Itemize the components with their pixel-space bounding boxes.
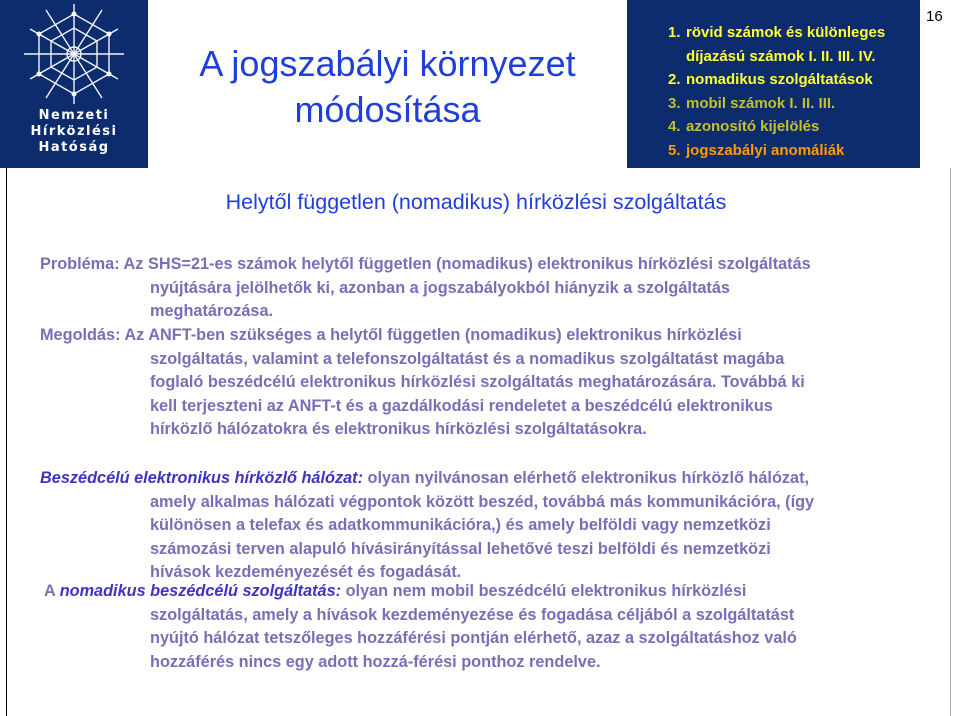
- definition-prefix: A: [44, 582, 60, 600]
- toc-item-number: 4.: [668, 118, 681, 135]
- solution-paragraph: [40, 324, 920, 442]
- toc-item-4: [668, 115, 885, 139]
- slide-title: [199, 35, 575, 133]
- toc-item-number: 1.: [668, 24, 681, 41]
- definition-2-line-3: nyújtó hálózat tetszőleges hozzáférési pontján elérhető, azaz a szolgáltatáshoz való: [150, 629, 797, 647]
- toc-item-2: [668, 68, 885, 92]
- toc-item-label: jogszabályi anomáliák: [686, 141, 845, 159]
- star-network-icon: [0, 0, 148, 110]
- problem-paragraph: [40, 253, 920, 324]
- logo-text-line-3: Hatóság: [38, 140, 110, 155]
- toc-item-5: [668, 139, 885, 163]
- solution-line-2: szolgáltatás, valamint a telefonszolgáltatást és a nomadikus szolgáltatást magába: [150, 349, 785, 368]
- slide-title-line-1: A jogszabályi környezet: [199, 43, 576, 84]
- definition-2-line-1: [44, 580, 924, 604]
- toc-item-number: 3.: [668, 94, 681, 112]
- definition-1-line-5: hívások kezdeményezését és fogadását.: [150, 563, 462, 581]
- definition-term: nomadikus beszédcélú szolgáltatás:: [59, 582, 342, 600]
- solution-line-1: Megoldás: Az ANFT-ben szükséges a helytől független (nomadikus) elektronikus hírközlési: [40, 326, 742, 344]
- slide-header: [0, 0, 960, 168]
- toc-item-3: [668, 92, 885, 116]
- definition-term: Beszédcélú elektronikus hírközlő hálózat:: [40, 469, 363, 487]
- problem-line-1: Probléma: Az SHS=21-es számok helytől független (nomadikus) elektronikus hírközlési szolgáltatás: [40, 255, 811, 273]
- toc-item-1-cont: [668, 45, 885, 69]
- solution-line-4: kell terjeszteni az ANFT-t és a gazdálkodási rendeletet a beszédcélú elektronikus: [150, 396, 773, 415]
- definition-1-line-4: számozási terven alapuló hívásirányítással lehetővé teszi belföldi és nemzetközi: [150, 539, 771, 558]
- toc-item-label: díjazású számok I. II. III. IV.: [686, 47, 876, 65]
- title-panel: [150, 0, 625, 168]
- definition-2-line-4: hozzáférés nincs egy adott hozzá-férési ponthoz rendelve.: [150, 652, 601, 671]
- definition-nomadic-service: [44, 580, 924, 674]
- left-border-rule: [6, 168, 7, 716]
- logo-text-line-2: Hírközlési: [30, 124, 118, 139]
- toc-list: [668, 21, 885, 162]
- right-border-rule: [950, 168, 951, 716]
- toc-item-number: 5.: [668, 141, 681, 159]
- toc-item-label: nomadikus szolgáltatások: [686, 71, 873, 88]
- toc-item-1: [668, 21, 885, 45]
- toc-item-label: azonosító kijelölés: [686, 118, 820, 135]
- logo-text-line-1: Nemzeti: [38, 108, 110, 123]
- slide-title-line-2: módosítása: [294, 89, 481, 130]
- toc-panel: [627, 0, 920, 168]
- problem-line-2: nyújtására jelölhetők ki, azonban a jogszabályokból hiányzik a szolgáltatás: [150, 278, 730, 297]
- definition-1-line-2: amely alkalmas hálózati végpontok között beszéd, továbbá más kommunikációra, (így: [150, 492, 815, 511]
- definition-2-line-2: szolgáltatás, amely a hívások kezdeményezése és fogadása céljából a szolgáltatást: [150, 605, 795, 624]
- definition-1-line-3: különösen a telefax és adatkommunikációra,) és amely belföldi vagy nemzetközi: [150, 516, 771, 534]
- toc-item-label: rövid számok és különleges: [686, 24, 886, 41]
- toc-item-label: mobil számok I. II. III.: [686, 94, 836, 112]
- solution-line-3: foglaló beszédcélú elektronikus hírközlési szolgáltatás meghatározására. Továbbá ki: [150, 373, 805, 391]
- page-number: 16: [926, 8, 943, 25]
- section-heading: Helytől független (nomadikus) hírközlési szolgáltatás: [225, 190, 727, 214]
- logo-panel: [0, 0, 148, 168]
- definition-text: olyan nem mobil beszédcélú elektronikus hírközlési: [341, 582, 747, 600]
- toc-item-number: 2.: [668, 71, 681, 88]
- definition-text: olyan nyilvánosan elérhető elektronikus hírközlő hálózat,: [363, 469, 810, 487]
- definition-1-line-1: [40, 467, 920, 491]
- solution-line-5: hírközlő hálózatokra és elektronikus hírközlési szolgáltatásokra.: [150, 420, 647, 438]
- problem-line-3: meghatározása.: [150, 302, 274, 320]
- definition-voice-network: [40, 467, 920, 585]
